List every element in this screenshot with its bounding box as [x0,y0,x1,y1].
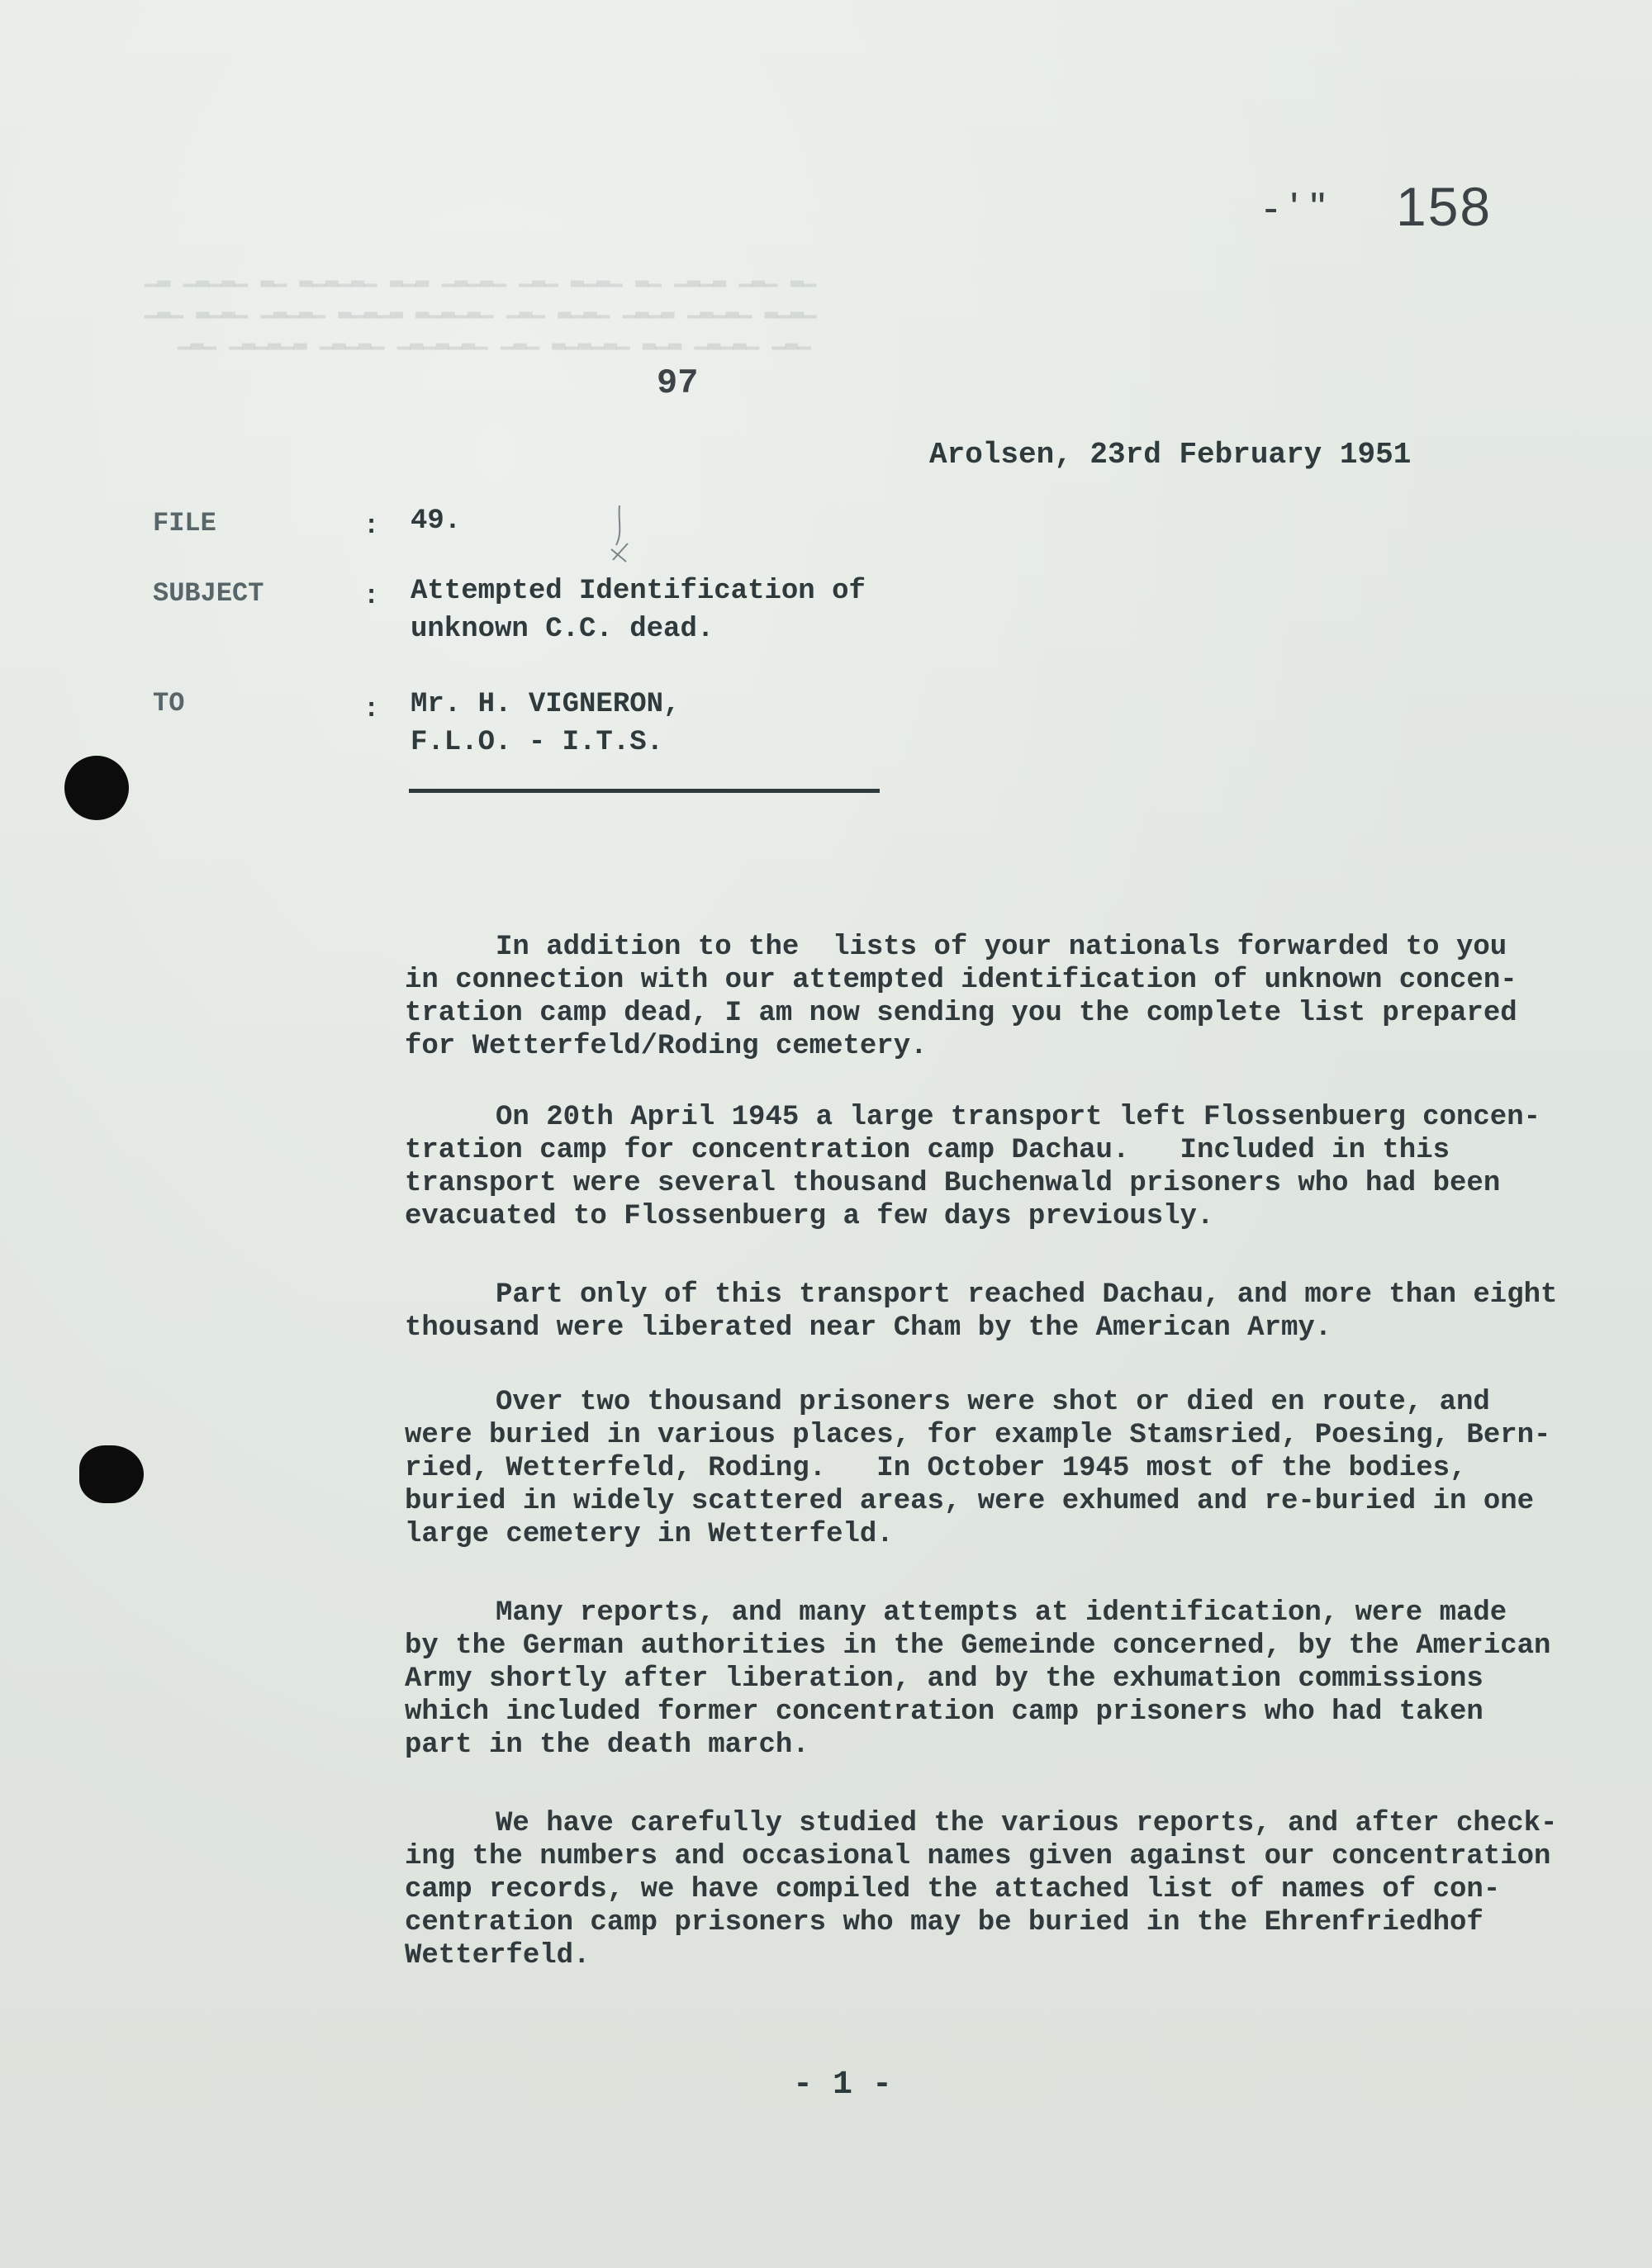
pen-mark-icon [595,504,644,570]
subject-colon: : [363,581,380,611]
bleed-through-text: ▁▂▁ ▁▂▁▂▁ ▂▁▂ ▁▂▁▂▁▂ ▁▂▁ ▁▂▁▂▁▂▁ ▁▂▁▂▁ ▂▁▂▁▂▁ ▁▂▁ [178,326,811,351]
file-label: FILE [153,508,216,539]
to-line-1: Mr. H. VIGNERON, [411,689,681,720]
file-colon: : [363,510,380,541]
subject-label: SUBJECT [153,578,264,609]
archive-mark: - ' " [1264,184,1326,232]
paragraph-5: Many reports, and many attempts at identification, were made by the German authorities in the Gemeinde concerned, by the American Army shortly after liberation, and by the exhumation commissions which included former concentration camp prisoners who had taken part in the death march. [405,1597,1551,1761]
paragraph-1: In addition to the lists of your nationals forwarded to you in connection with our attempted identification of unknown concen- tration camp dead, I am now sending you the complete list prepared for Wetterfeld/Roding cemetery. [405,932,1517,1062]
paragraph-3: Part only of this transport reached Dachau, and more than eight thousand were liberated near Cham by the American Army. [405,1279,1558,1344]
page-number: - 1 - [793,2066,893,2104]
to-line-2: F.L.O. - I.T.S. [411,727,664,758]
paragraph-6: We have carefully studied the various reports, and after check- ing the numbers and occasional names given against our concentration camp records, we have compiled the attached list of names of con- centration camp prisoners who may be buried in the Ehrenfriedhof Wetterfeld. [405,1808,1558,1971]
punch-hole-top [64,756,129,820]
bleed-through-text: ▁▂▁▂ ▁▂▁▂▁ ▂▁▂▁ ▁▂▁▂ ▁▂▁ ▁▂▁▂▁▂ ▂▁▂▁▂ ▁▂▁▂▁ ▁▂▁▂ ▁▂▁ [145,295,817,320]
file-value: 49. [411,505,462,537]
paragraph-2: On 20th April 1945 a large transport left Flossenbuerg concen- tration camp for concentration camp Dachau. Included in this transport were several thousand Buchenwald prisoners who had been evacuated to Flossenbuerg a few days previously. [405,1102,1541,1232]
subject-line-1: Attempted Identification of [411,576,866,607]
bleed-through-text: ▁▂ ▁▂▁ ▂▁▂▁ ▁▂ ▁▂▁▂ ▁▂▁ ▁▂▁▂▁ ▂▁▂ ▁▂▁▂▁▂ ▁▂ ▁▂▁▂▁ ▂▁ [145,263,817,288]
to-label: TO [153,688,185,719]
punch-hole-bottom [79,1445,144,1503]
subject-line-2: unknown C.C. dead. [411,614,714,645]
header-rule [409,789,880,793]
paragraph-4: Over two thousand prisoners were shot or died en route, and were buried in various places, for example Stamsried, Poesing, Bern- ried, Wetterfeld, Roding. In October 1945 most of the bodies, buried in widely scattered areas, were exhumed and re-buried in one large cemetery in Wetterfeld. [405,1387,1551,1550]
to-colon: : [363,694,380,724]
archive-number: 158 [1396,176,1493,237]
folio-number: 97 [657,363,699,403]
dateline: Arolsen, 23rd February 1951 [929,438,1412,472]
